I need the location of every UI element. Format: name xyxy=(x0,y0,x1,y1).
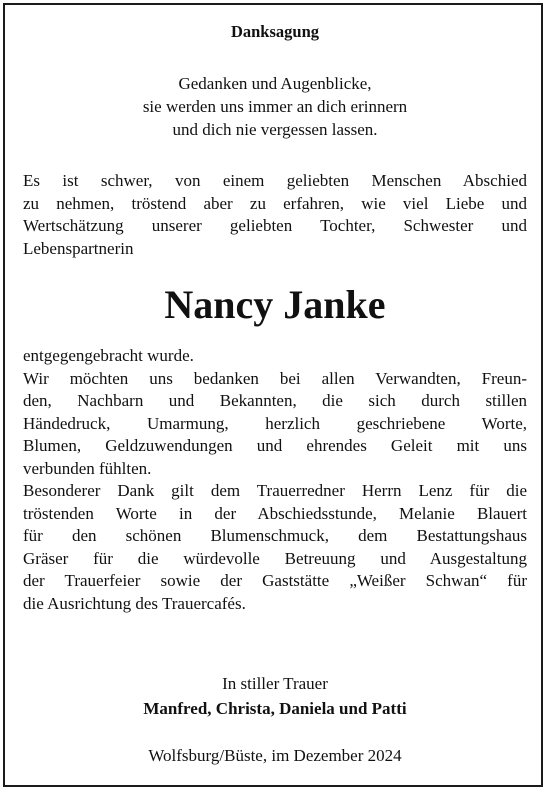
thanks-paragraph xyxy=(23,345,527,615)
intro-line: Es ist schwer, von einem geliebten Menschen Abschied xyxy=(23,171,527,190)
body-line: Besonderer Dank gilt dem Trauerredner Herrn Lenz für die xyxy=(23,481,527,500)
signers: Manfred, Christa, Daniela und Patti xyxy=(143,699,407,718)
deceased-name: Nancy Janke xyxy=(164,282,386,327)
poem xyxy=(23,72,527,141)
body-line: der Trauerfeier sowie der Gaststätte „Weißer Schwan“ für xyxy=(23,571,527,590)
body-line: entgegengebracht wurde. xyxy=(23,346,194,365)
intro-paragraph xyxy=(23,170,527,260)
poem-line: sie werden uns immer an dich erinnern xyxy=(142,97,408,116)
intro-line: Lebenspartnerin xyxy=(23,238,134,258)
place-date: Wolfsburg/Büste, im Dezember 2024 xyxy=(148,746,402,765)
notice-title: Danksagung xyxy=(230,22,320,41)
intro-line: Wertschätzung unserer geliebten Tochter, Schwester und xyxy=(23,216,527,235)
body-line: Händedruck, Umarmung, herzlich geschriebene Worte, xyxy=(23,413,527,433)
body-line: Wir möchten uns bedanken bei allen Verwandten, Freun- xyxy=(23,368,527,388)
closing-phrase: In stiller Trauer xyxy=(222,674,328,693)
body-line: für den schönen Blumenschmuck, dem Bestattungshaus xyxy=(23,526,527,545)
body-line: den, Nachbarn und Bekannten, die sich durch stillen xyxy=(23,391,527,410)
poem-line: und dich nie vergessen lassen. xyxy=(172,120,378,139)
body-line: verbunden fühlten. xyxy=(23,458,152,478)
intro-line: zu nehmen, tröstend aber zu erfahren, wie viel Liebe und xyxy=(23,193,527,213)
body-line: tröstenden Worte in der Abschiedsstunde, Melanie Blauert xyxy=(23,503,527,523)
body-line: Gräser für die würdevolle Betreuung und Ausgestaltung xyxy=(23,548,527,568)
body-line: die Ausrichtung des Trauercafés. xyxy=(23,593,246,613)
body-line: Blumen, Geldzuwendungen und ehrendes Geleit mit uns xyxy=(23,436,527,455)
poem-line: Gedanken und Augenblicke, xyxy=(178,74,372,93)
